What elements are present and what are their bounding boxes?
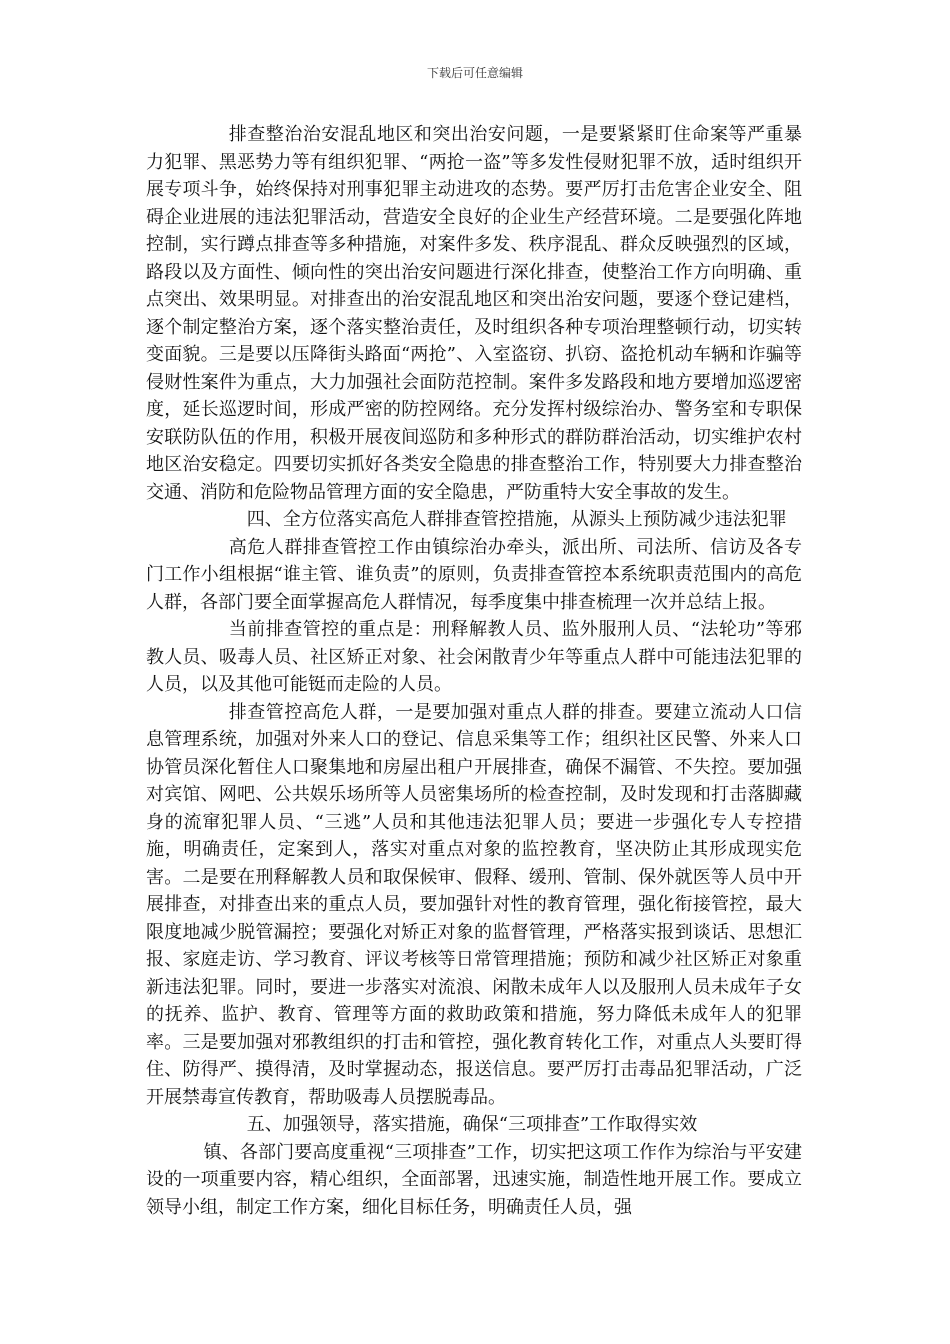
section-heading-4: 四、全方位落实高危人群排查管控措施，从源头上预防减少违法犯罪	[246, 509, 787, 530]
paragraph-control-measures: 排查管控高危人群，一是要加强对重点人群的排查。要建立流动人口信息管理系统，加强对外来人口的登记、信息采集等工作；组织社区民警、外来人口协管员深化暂住人口聚集地和房屋出租户开展排查，确保不漏管、不失控。要加强对宾馆、网吧、公共娱乐场所等人员密集场所的检查控制，及时发现和打击落脚藏身的流窜犯罪人员、“三逃”人员和其他违法犯罪人员；要进一步强化专人专控措施，明确责任，定案到人，落实对重点对象的监控教育，坚决防止其形成现实危害。二是要在刑释解教人员和取保候审、假释、缓刑、管制、保外就医等人员中开展排查，对排查出来的重点人员，要加强针对性的教育管理，强化衔接管控，最大限度地减少脱管漏控；要强化对矫正对象的监督管理，严格落实报到谈话、思想汇报、家庭走访、学习教育、评议考核等日常管理措施；预防和减少社区矫正对象重新违法犯罪。同时，要进一步落实对流浪、闲散未成年人以及服刑人员未成年子女的抚养、监护、教育、管理等方面的救助政策和措施，努力降低未成年人的犯罪率。三是要加强对邪教组织的打击和管控，强化教育转化工作，对重点人头要盯得住、防得严、摸得清，及时掌握动态，报送信息。要严厉打击毒品犯罪活动，广泛开展禁毒宣传教育，帮助吸毒人员摆脱毒品。	[146, 701, 802, 1108]
page-header: 下载后可任意编辑	[426, 66, 523, 80]
paragraph-leadership: 镇、各部门要高度重视“三项排查”工作，切实把这项工作作为综治与平安建设的一项重要内容，精心组织，全面部署，迅速实施，制造性地开展工作。要成立领导小组，制定工作方案，细化目标任务，明确责任人员，强	[146, 1141, 802, 1218]
paragraph-high-risk-groups: 高危人群排查管控工作由镇综治办牵头，派出所、司法所、信访及各专门工作小组根据“谁主管、谁负责”的原则，负责排查管控本系统职责范围内的高危人群，各部门要全面掌握高危人群情况，每季度集中排查梳理一次并总结上报。	[146, 536, 802, 613]
document-body	[146, 121, 802, 1221]
paragraph-control-focus: 当前排查管控的重点是：刑释解教人员、监外服刑人员、“法轮功”等邪教人员、吸毒人员、社区矫正对象、社会闲散青少年等重点人群中可能违法犯罪的人员，以及其他可能铤而走险的人员。	[146, 619, 802, 695]
section-heading-5: 五、加强领导，落实措施，确保“三项排查”工作取得实效	[246, 1114, 698, 1135]
paragraph-public-order: 排查整治治安混乱地区和突出治安问题，一是要紧紧盯住命案等严重暴力犯罪、黑恶势力等有组织犯罪、“两抢一盗”等多发性侵财犯罪不放，适时组织开展专项斗争，始终保持对刑事犯罪主动进攻的态势。要严厉打击危害企业安全、阻碍企业进展的违法犯罪活动，营造安全良好的企业生产经营环境。二是要强化阵地控制，实行蹲点排查等多种措施，对案件多发、秩序混乱、群众反映强烈的区域，路段以及方面性、倾向性的突出治安问题进行深化排查，使整治工作方向明确、重点突出、效果明显。对排查出的治安混乱地区和突出治安问题，要逐个登记建档，逐个制定整治方案，逐个落实整治责任，及时组织各种专项治理整顿行动，切实转变面貌。三是要以压降街头路面“两抢”、入室盗窃、扒窃、盗抢机动车辆和诈骗等侵财性案件为重点，大力加强社会面防范控制。案件多发路段和地方要增加巡逻密度，延长巡逻时间，形成严密的防控网络。充分发挥村级综治办、警务室和专职保安联防队伍的作用，积极开展夜间巡防和多种形式的群防群治活动，切实维护农村地区治安稳定。四要切实抓好各类安全隐患的排查整治工作，特别要大力排查整治交通、消防和危险物品管理方面的安全隐患，严防重特大安全事故的发生。	[146, 124, 802, 503]
